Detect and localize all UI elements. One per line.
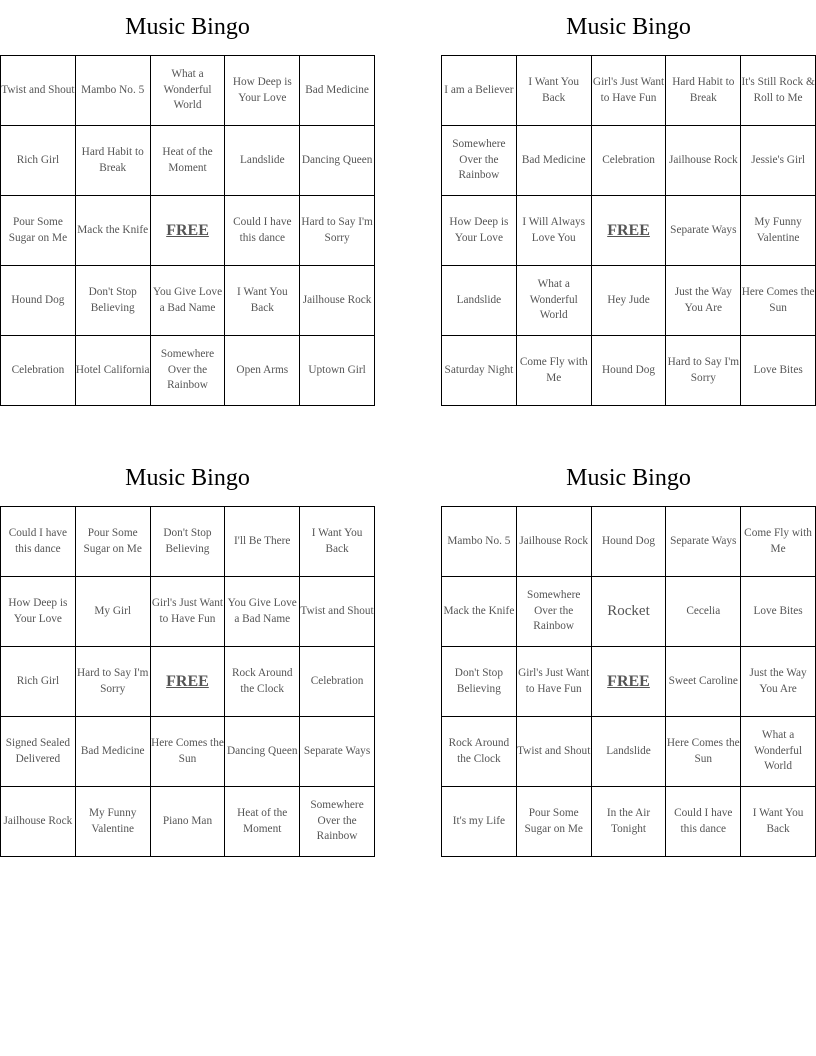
bingo-cell: Pour Some Sugar on Me bbox=[1, 196, 76, 266]
free-space: FREE bbox=[591, 647, 666, 717]
bingo-cell: Separate Ways bbox=[300, 717, 375, 787]
bingo-cell: Don't Stop Believing bbox=[150, 507, 225, 577]
bingo-row bbox=[442, 717, 816, 787]
bingo-cell: Love Bites bbox=[741, 336, 816, 406]
bingo-row bbox=[1, 787, 375, 857]
bingo-cell: I'll Be There bbox=[225, 507, 300, 577]
bingo-cell: Just the Way You Are bbox=[666, 266, 741, 336]
bingo-cell: Don't Stop Believing bbox=[442, 647, 517, 717]
bingo-cell: Could I have this dance bbox=[1, 507, 76, 577]
bingo-cell: Don't Stop Believing bbox=[75, 266, 150, 336]
bingo-cell: I Want You Back bbox=[300, 507, 375, 577]
bingo-cell: Dancing Queen bbox=[225, 717, 300, 787]
bingo-cell: What a Wonderful World bbox=[741, 717, 816, 787]
bingo-cell: What a Wonderful World bbox=[516, 266, 591, 336]
bingo-cell: Here Comes the Sun bbox=[741, 266, 816, 336]
bingo-cell: Dancing Queen bbox=[300, 126, 375, 196]
bingo-cell: Twist and Shout bbox=[516, 717, 591, 787]
bingo-cell: I am a Believer bbox=[442, 56, 517, 126]
bingo-cell: You Give Love a Bad Name bbox=[225, 577, 300, 647]
free-space: FREE bbox=[150, 647, 225, 717]
bingo-cell: Hound Dog bbox=[1, 266, 76, 336]
bingo-cell: Jailhouse Rock bbox=[300, 266, 375, 336]
bingo-cell: Landslide bbox=[225, 126, 300, 196]
bingo-cell: Mambo No. 5 bbox=[75, 56, 150, 126]
bingo-cell: Hotel California bbox=[75, 336, 150, 406]
bingo-cell: Come Fly with Me bbox=[741, 507, 816, 577]
bingo-cell: Bad Medicine bbox=[300, 56, 375, 126]
bingo-cell: Hound Dog bbox=[591, 507, 666, 577]
bingo-cell: I Want You Back bbox=[516, 56, 591, 126]
bingo-cell: Piano Man bbox=[150, 787, 225, 857]
bingo-cell: Rich Girl bbox=[1, 126, 76, 196]
bingo-cell: Hound Dog bbox=[591, 336, 666, 406]
card-title: Music Bingo bbox=[566, 465, 691, 491]
bingo-cell: I Will Always Love You bbox=[516, 196, 591, 266]
bingo-cell: Here Comes the Sun bbox=[666, 717, 741, 787]
bingo-row bbox=[1, 577, 375, 647]
bingo-cell: Uptown Girl bbox=[300, 336, 375, 406]
bingo-row bbox=[442, 787, 816, 857]
bingo-cell: Rock Around the Clock bbox=[442, 717, 517, 787]
bingo-row bbox=[1, 507, 375, 577]
bingo-cell: Love Bites bbox=[741, 577, 816, 647]
bingo-cell: Separate Ways bbox=[666, 196, 741, 266]
bingo-row bbox=[1, 336, 375, 406]
bingo-cell: My Girl bbox=[75, 577, 150, 647]
bingo-cell: Hard to Say I'm Sorry bbox=[75, 647, 150, 717]
bingo-cell: Somewhere Over the Rainbow bbox=[516, 577, 591, 647]
bingo-cell: Rock Around the Clock bbox=[225, 647, 300, 717]
bingo-row bbox=[442, 577, 816, 647]
bingo-cell: Here Comes the Sun bbox=[150, 717, 225, 787]
card-title: Music Bingo bbox=[125, 14, 250, 40]
bingo-cell: In the Air Tonight bbox=[591, 787, 666, 857]
bingo-cell: Could I have this dance bbox=[225, 196, 300, 266]
bingo-cell: Somewhere Over the Rainbow bbox=[300, 787, 375, 857]
bingo-row bbox=[1, 56, 375, 126]
bingo-cell: Just the Way You Are bbox=[741, 647, 816, 717]
bingo-cell: Pour Some Sugar on Me bbox=[75, 507, 150, 577]
bingo-cell: Could I have this dance bbox=[666, 787, 741, 857]
bingo-row bbox=[442, 126, 816, 196]
bingo-cell: Mack the Knife bbox=[75, 196, 150, 266]
bingo-row bbox=[1, 266, 375, 336]
bingo-cell: Saturday Night bbox=[442, 336, 517, 406]
bingo-row bbox=[442, 196, 816, 266]
bingo-row bbox=[442, 336, 816, 406]
bingo-cell: Hard Habit to Break bbox=[75, 126, 150, 196]
bingo-cell: Twist and Shout bbox=[1, 56, 76, 126]
bingo-cell: Hard to Say I'm Sorry bbox=[300, 196, 375, 266]
bingo-cell: Girl's Just Want to Have Fun bbox=[150, 577, 225, 647]
bingo-cell: Bad Medicine bbox=[516, 126, 591, 196]
bingo-cell: Celebration bbox=[591, 126, 666, 196]
bingo-cell: Heat of the Moment bbox=[150, 126, 225, 196]
bingo-row bbox=[1, 126, 375, 196]
bingo-cell: What a Wonderful World bbox=[150, 56, 225, 126]
bingo-row bbox=[442, 507, 816, 577]
bingo-cell: It's Still Rock & Roll to Me bbox=[741, 56, 816, 126]
bingo-cell: Jailhouse Rock bbox=[666, 126, 741, 196]
bingo-cell: Somewhere Over the Rainbow bbox=[442, 126, 517, 196]
bingo-cell: Hey Jude bbox=[591, 266, 666, 336]
bingo-cell: Heat of the Moment bbox=[225, 787, 300, 857]
bingo-cell: Come Fly with Me bbox=[516, 336, 591, 406]
bingo-cell: How Deep is Your Love bbox=[442, 196, 517, 266]
card-title: Music Bingo bbox=[566, 14, 691, 40]
bingo-row bbox=[1, 647, 375, 717]
bingo-cell: Signed Sealed Delivered bbox=[1, 717, 76, 787]
bingo-cell: I Want You Back bbox=[741, 787, 816, 857]
free-space: FREE bbox=[591, 196, 666, 266]
bingo-cell: Jailhouse Rock bbox=[1, 787, 76, 857]
free-space: FREE bbox=[150, 196, 225, 266]
bingo-cell: Hard Habit to Break bbox=[666, 56, 741, 126]
bingo-cell: It's my Life bbox=[442, 787, 517, 857]
bingo-cell: Celebration bbox=[300, 647, 375, 717]
bingo-row bbox=[1, 196, 375, 266]
bingo-cell: Mack the Knife bbox=[442, 577, 517, 647]
bingo-row bbox=[442, 56, 816, 126]
bingo-cell: How Deep is Your Love bbox=[225, 56, 300, 126]
bingo-cell: Mambo No. 5 bbox=[442, 507, 517, 577]
card-title: Music Bingo bbox=[125, 465, 250, 491]
bingo-row bbox=[1, 717, 375, 787]
bingo-cell: My Funny Valentine bbox=[75, 787, 150, 857]
bingo-cell: Jessie's Girl bbox=[741, 126, 816, 196]
bingo-cell: Jailhouse Rock bbox=[516, 507, 591, 577]
bingo-cell: Bad Medicine bbox=[75, 717, 150, 787]
bingo-cell: Landslide bbox=[591, 717, 666, 787]
bingo-cell: Rich Girl bbox=[1, 647, 76, 717]
bingo-cell: My Funny Valentine bbox=[741, 196, 816, 266]
bingo-row bbox=[442, 266, 816, 336]
bingo-cell: Girl's Just Want to Have Fun bbox=[516, 647, 591, 717]
bingo-cell: I Want You Back bbox=[225, 266, 300, 336]
bingo-cell: Landslide bbox=[442, 266, 517, 336]
bingo-grid bbox=[441, 55, 816, 406]
bingo-cell: Sweet Caroline bbox=[666, 647, 741, 717]
bingo-grid bbox=[0, 506, 375, 857]
bingo-cell: Twist and Shout bbox=[300, 577, 375, 647]
bingo-grid bbox=[0, 55, 375, 406]
bingo-cell: How Deep is Your Love bbox=[1, 577, 76, 647]
bingo-cell: You Give Love a Bad Name bbox=[150, 266, 225, 336]
bingo-cell: Cecelia bbox=[666, 577, 741, 647]
bingo-row bbox=[442, 647, 816, 717]
bingo-cell: Open Arms bbox=[225, 336, 300, 406]
bingo-cell: Separate Ways bbox=[666, 507, 741, 577]
bingo-cell: Hard to Say I'm Sorry bbox=[666, 336, 741, 406]
bingo-grid bbox=[441, 506, 816, 857]
bingo-cell: Rocket bbox=[591, 577, 666, 647]
bingo-cell: Somewhere Over the Rainbow bbox=[150, 336, 225, 406]
bingo-cell: Girl's Just Want to Have Fun bbox=[591, 56, 666, 126]
bingo-cell: Pour Some Sugar on Me bbox=[516, 787, 591, 857]
bingo-cell: Celebration bbox=[1, 336, 76, 406]
